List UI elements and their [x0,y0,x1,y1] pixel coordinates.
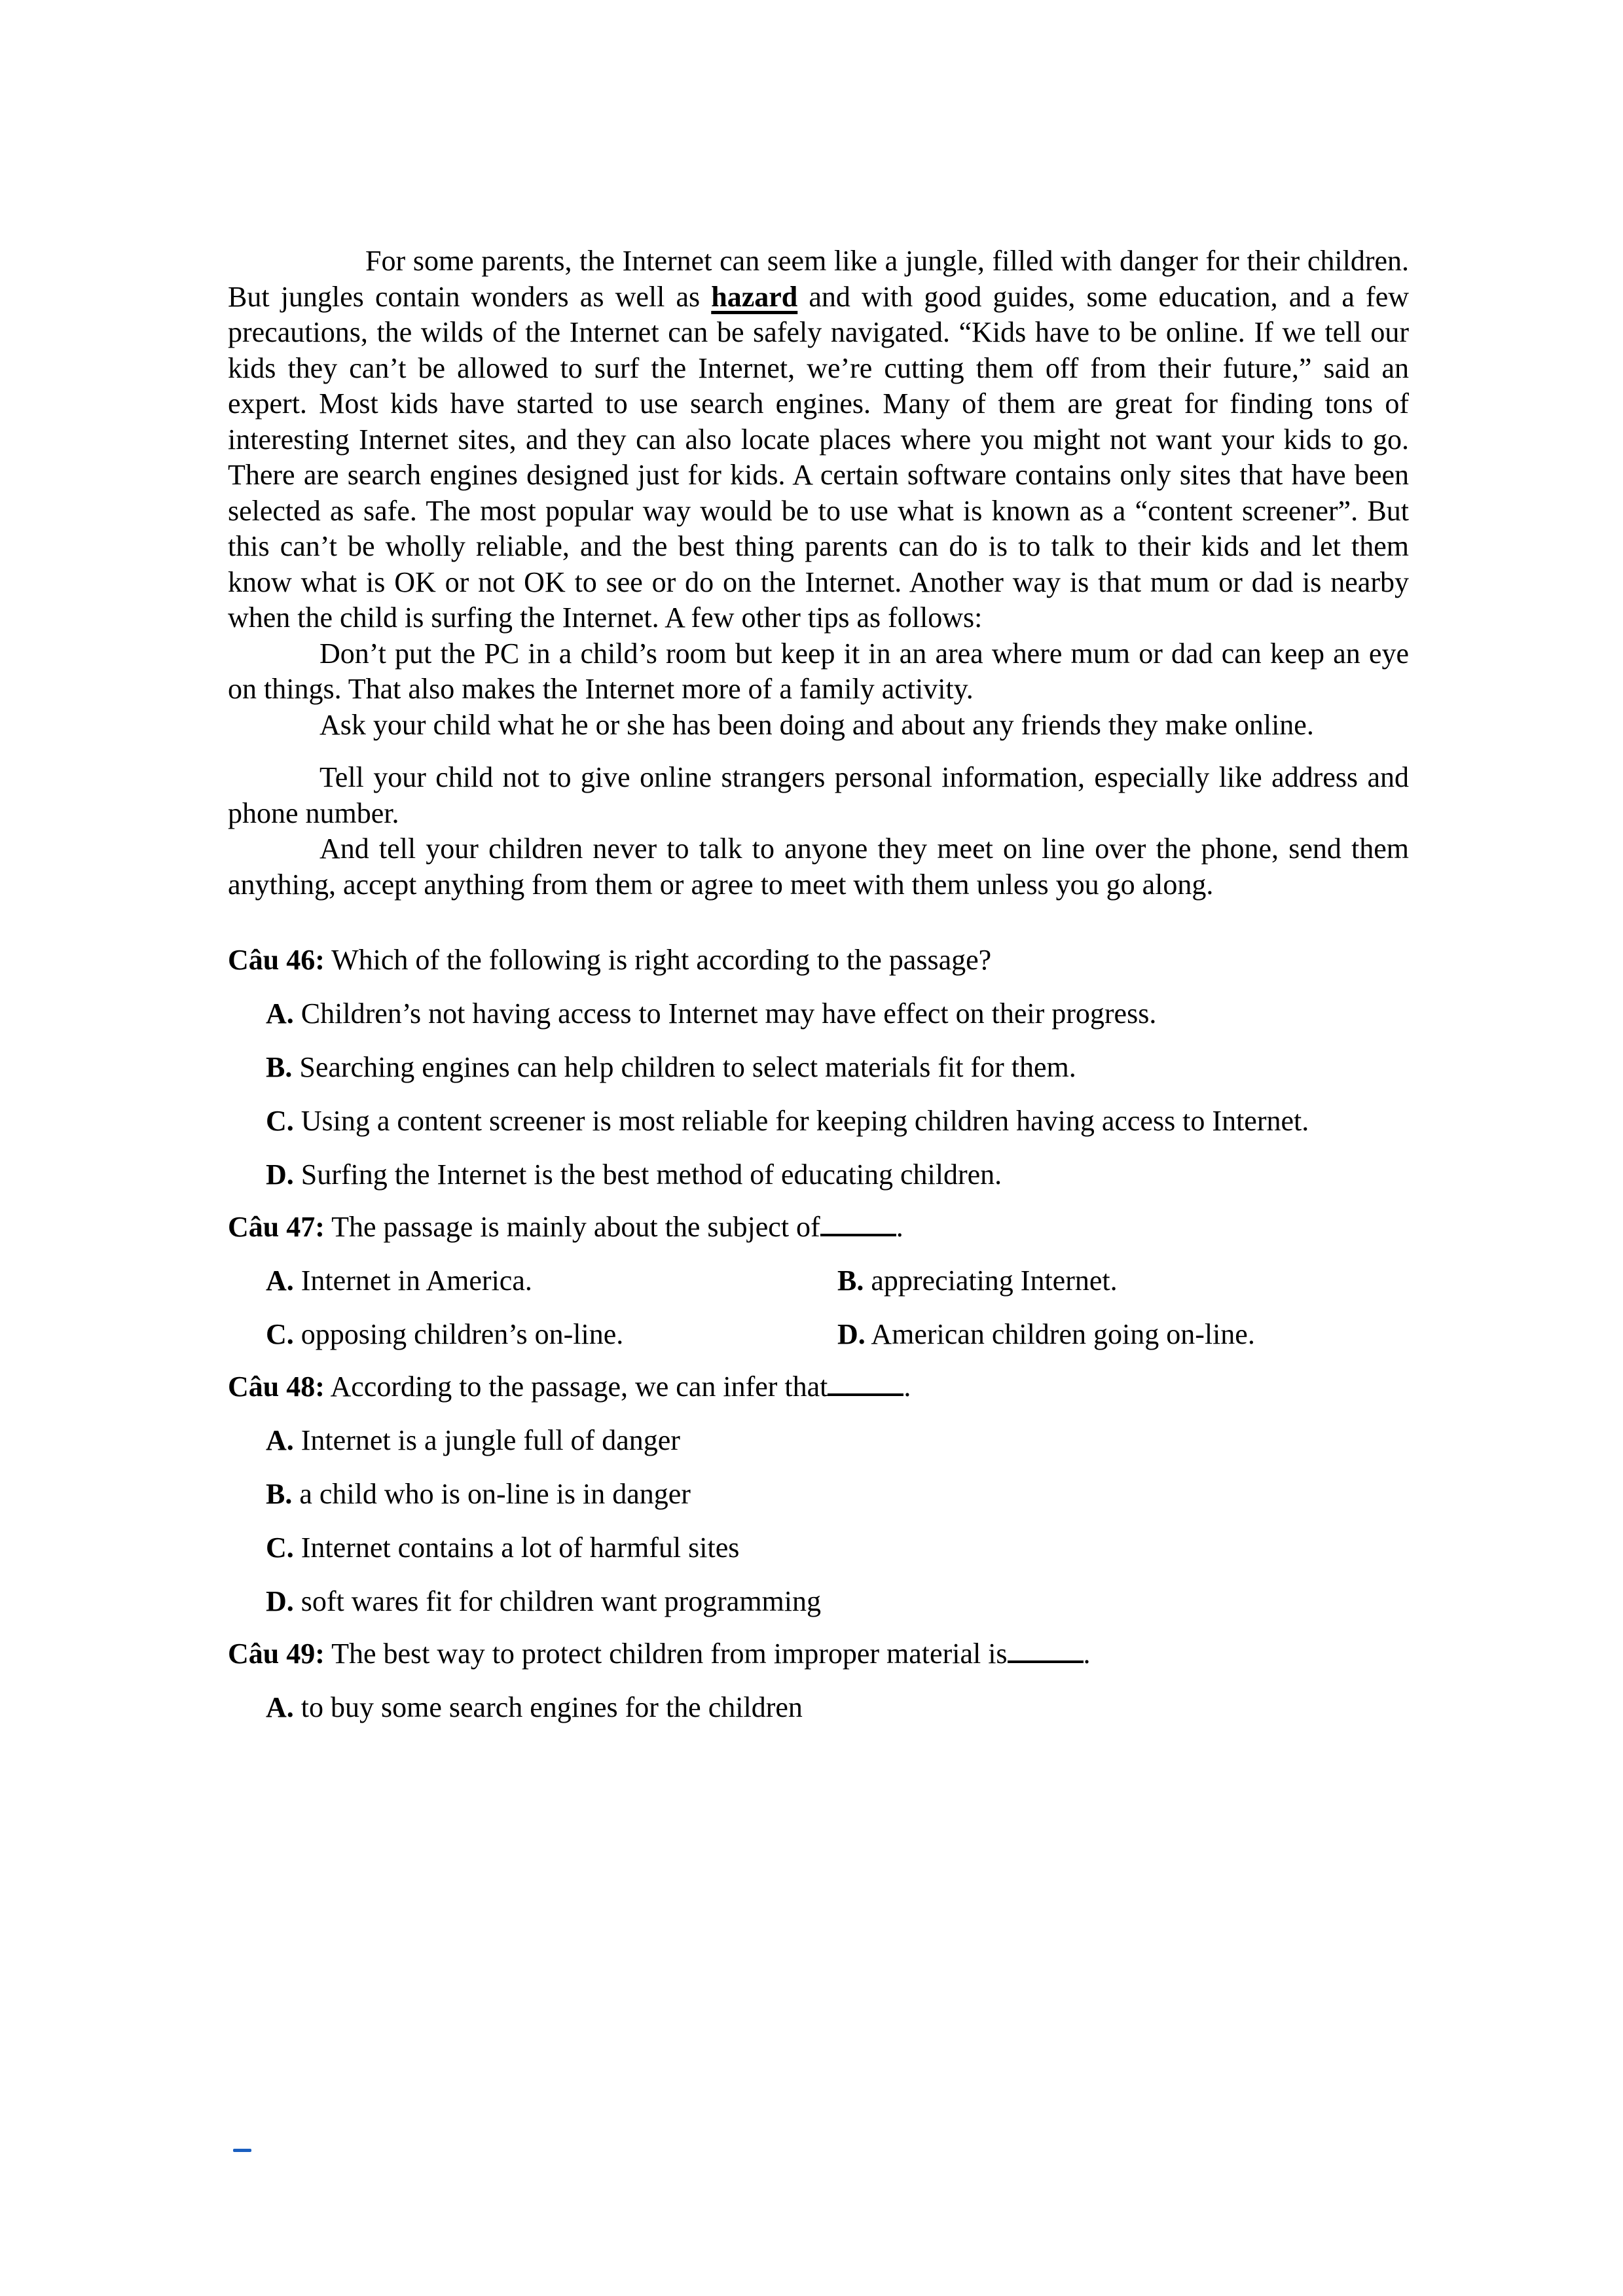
option-letter: B. [266,1478,293,1510]
option-text: American children going on-line. [865,1318,1255,1350]
option-row-2 [228,1317,1409,1352]
option-letter: A. [266,1265,294,1297]
period: . [896,1211,903,1243]
option-a[interactable] [228,1423,1409,1458]
option-letter: C. [266,1532,294,1564]
stray-mark-icon [233,2149,251,2152]
option-text: to buy some search engines for the children [293,1691,803,1723]
option-c[interactable] [228,1530,1409,1566]
question-stem [228,1369,1409,1405]
option-letter: A. [266,997,294,1030]
option-d[interactable] [837,1317,1409,1352]
question-48 [228,1369,1409,1619]
option-d[interactable] [228,1584,1409,1619]
question-text: The best way to protect children from improper material is [324,1638,1008,1670]
answer-blank [820,1210,896,1236]
option-b[interactable] [837,1263,1409,1299]
option-text: Children’s not having access to Internet may have effect on their progress. [293,997,1157,1030]
question-47 [228,1210,1409,1352]
question-number: Câu 46: [228,944,325,976]
reading-passage [228,243,1409,903]
option-text: Surfing the Internet is the best method of educating children. [293,1158,1002,1191]
question-49 [228,1636,1409,1725]
option-b[interactable] [228,1477,1409,1512]
option-letter: B. [837,1265,864,1297]
option-text: Internet is a jungle full of danger [293,1424,680,1456]
option-a[interactable] [228,1690,1409,1725]
question-stem [228,942,1409,978]
option-b[interactable] [228,1050,1409,1085]
question-list [228,942,1409,1725]
option-d[interactable] [228,1157,1409,1193]
tip-1: Don’t put the PC in a child’s room but keep it in an area where mum or dad can keep an eye on things. That also makes the Internet more of a family activity. [228,637,1409,705]
option-row-1 [228,1263,1409,1299]
option-text: appreciating Internet. [864,1265,1118,1297]
option-text: opposing children’s on-line. [293,1318,624,1350]
option-text: Using a content screener is most reliable for keeping children having access to Internet. [293,1105,1309,1137]
option-text: soft wares fit for children want programming [293,1585,821,1617]
option-a[interactable] [228,996,1409,1031]
option-text: Searching engines can help children to select materials fit for them. [292,1051,1076,1083]
option-a[interactable] [266,1263,837,1299]
question-stem [228,1210,1409,1245]
tip-2: Ask your child what he or she has been doing and about any friends they make online. [319,708,1314,741]
tip-4: And tell your children never to talk to anyone they meet on line over the phone, send them anything, accept anything from them or agree to meet with them unless you go along. [228,833,1409,901]
passage-text: For some parents, the Internet can seem like a jungle, filled with danger for their children. But jungles contain wonders as well as [228,245,1409,313]
option-text: Internet contains a lot of harmful sites [293,1532,740,1564]
option-letter: D. [266,1585,294,1617]
highlighted-word: hazard [711,280,798,313]
answer-blank [1008,1637,1084,1663]
question-stem [228,1636,1409,1672]
period: . [1083,1638,1091,1670]
question-number: Câu 48: [228,1371,325,1403]
option-letter: A. [266,1691,294,1723]
option-letter: A. [266,1424,294,1456]
question-text: The passage is mainly about the subject of [324,1211,820,1243]
option-letter: C. [266,1318,294,1350]
option-c[interactable] [228,1103,1409,1139]
question-text: According to the passage, we can infer that [324,1371,828,1403]
option-letter: B. [266,1051,293,1083]
passage-paragraph-1 [228,243,1409,636]
question-number: Câu 47: [228,1211,325,1243]
question-46 [228,942,1409,1193]
answer-blank [828,1370,903,1396]
period: . [903,1371,911,1403]
option-letter: D. [266,1158,294,1191]
option-text: Internet in America. [293,1265,532,1297]
passage-text: and with good guides, some education, and a few precautions, the wilds of the Internet can be safely navigated. “Kids have to be online. If we tell our kids they can’t be allowed to surf the Internet, we’re cutting them off from their future,” said an expert. Most kids have started to use search engines. Many of them are great for finding tons of interesting Internet sites, and they can also locate places where you might not want your kids to go. There are search engines designed just for kids. A certain software contains only sites that have been selected as safe. The most popular way would be to use what is known as a “content screener”. But this can’t be wholly reliable, and the best thing parents can do is to talk to their kids and let them know what is OK or not OK to see or do on the Internet. Another way is that mum or dad is nearby when the child is surfing the Internet. A few other tips as follows: [228,280,1409,634]
option-c[interactable] [266,1317,837,1352]
question-text: Which of the following is right according to the passage? [324,944,992,976]
option-letter: D. [837,1318,866,1350]
option-letter: C. [266,1105,294,1137]
tip-3: Tell your child not to give online strangers personal information, especially like address and phone number. [228,761,1409,829]
option-text: a child who is on-line is in danger [292,1478,691,1510]
question-number: Câu 49: [228,1638,325,1670]
